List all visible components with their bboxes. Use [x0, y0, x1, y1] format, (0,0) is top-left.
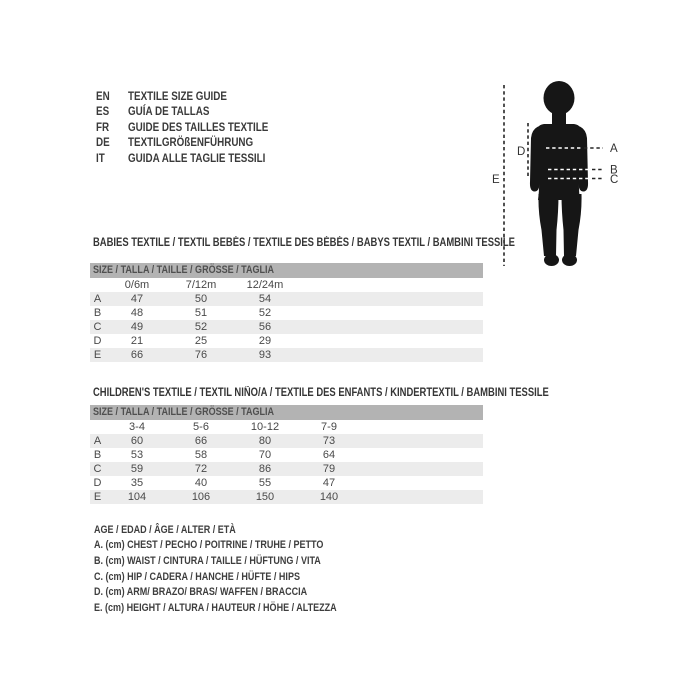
age-column-header: 3-4: [129, 421, 145, 433]
row-filler: [297, 320, 483, 334]
language-row: [96, 119, 299, 135]
language-code: DE: [96, 135, 110, 150]
legend-line: [94, 538, 390, 554]
value-cell: 59: [130, 463, 144, 475]
figure-label-b: B: [610, 164, 618, 177]
table-row: [90, 462, 483, 476]
table-row: [90, 292, 483, 306]
value-cell: 53: [130, 449, 144, 461]
value-cell: 52: [258, 307, 272, 319]
value-cell: 150: [255, 491, 275, 503]
legend-line-text: A. (cm) CHEST / PECHO / POITRINE / TRUHE / PETTO: [94, 539, 324, 552]
row-label: D: [93, 477, 102, 489]
language-title-text: TEXTILGRÖßENFÜHRUNG: [128, 135, 254, 150]
size-header-cell: [90, 263, 483, 278]
value-cell: 58: [194, 449, 208, 461]
size-header-text: SIZE / TALLA / TAILLE / GRÖSSE / TAGLIA: [93, 406, 275, 418]
measurement-legend: [94, 522, 390, 616]
row-filler: [361, 448, 483, 462]
row-label: E: [93, 349, 102, 361]
children-section-title-text: CHILDREN'S TEXTILE / TEXTIL NIÑO/A / TEXTILE DES ENFANTS / KINDERTEXTIL / BAMBINI TESSILE: [93, 387, 549, 399]
row-label: C: [93, 463, 102, 475]
legend-line-text: E. (cm) HEIGHT / ALTURA / HAUTEUR / HÖHE / ALTEZZA: [94, 601, 337, 614]
legend-line: [94, 569, 390, 585]
age-row-filler: [361, 420, 483, 434]
table-row: [90, 490, 483, 504]
value-cell: 56: [258, 321, 272, 333]
figure-label-d: D: [517, 146, 526, 158]
age-column-header: 5-6: [193, 421, 209, 433]
legend-line: [94, 584, 390, 600]
language-row: [96, 104, 299, 120]
children-section-title: [93, 387, 649, 399]
age-column-header: 7-9: [321, 421, 337, 433]
value-cell: 104: [127, 491, 147, 503]
size-header-bar: [90, 263, 483, 278]
row-filler: [297, 292, 483, 306]
value-cell: 49: [130, 321, 144, 333]
table-row: [90, 334, 483, 348]
row-filler: [297, 348, 483, 362]
value-cell: 86: [258, 463, 272, 475]
value-cell: 51: [194, 307, 208, 319]
value-cell: 47: [130, 293, 144, 305]
value-cell: 47: [322, 477, 336, 489]
table-row: [90, 348, 483, 362]
legend-line: [94, 522, 390, 538]
legend-line-text: C. (cm) HIP / CADERA / HANCHE / HÜFTE / HIPS: [94, 570, 300, 583]
legend-line-text: D. (cm) ARM/ BRAZO/ BRAS/ WAFFEN / BRACCIA: [94, 586, 308, 599]
row-label: A: [93, 293, 102, 305]
value-cell: 40: [194, 477, 208, 489]
table-row: [90, 320, 483, 334]
figure-label-a: A: [610, 143, 618, 155]
row-label: B: [93, 307, 102, 319]
age-columns-row: [90, 278, 483, 292]
language-title: [128, 151, 296, 165]
children-size-table: [90, 405, 483, 504]
row-label: E: [93, 491, 102, 503]
row-filler: [297, 306, 483, 320]
language-code: IT: [96, 150, 105, 165]
value-cell: 64: [322, 449, 336, 461]
size-header-text: SIZE / TALLA / TAILLE / GRÖSSE / TAGLIA: [93, 264, 275, 276]
table-row: [90, 476, 483, 490]
value-cell: 48: [130, 307, 144, 319]
language-title-text: GUIDA ALLE TAGLIE TESSILI: [128, 150, 266, 165]
legend-line-text: B. (cm) WAIST / CINTURA / TAILLE / HÜFTUNG / VITA: [94, 554, 321, 567]
value-cell: 60: [130, 435, 144, 447]
age-column-header: 10-12: [250, 421, 280, 433]
value-cell: 66: [194, 435, 208, 447]
language-code: EN: [96, 88, 110, 103]
value-cell: 73: [322, 435, 336, 447]
language-title: [128, 89, 249, 103]
value-cell: 72: [194, 463, 208, 475]
size-header-bar: [90, 405, 483, 420]
babies-section-title-text: BABIES TEXTILE / TEXTIL BEBÉS / TEXTILE DES BÉBÉS / BABYS TEXTIL / BAMBINI TESSILE: [93, 237, 515, 249]
row-filler: [297, 334, 483, 348]
legend-line: [94, 600, 390, 616]
language-title-text: GUÍA DE TALLAS: [128, 104, 210, 119]
value-cell: 93: [258, 349, 272, 361]
value-cell: 35: [130, 477, 144, 489]
age-column-header: 7/12m: [185, 279, 217, 291]
row-filler: [361, 476, 483, 490]
row-label: D: [93, 335, 102, 347]
value-cell: 50: [194, 293, 208, 305]
value-cell: 76: [194, 349, 208, 361]
language-code: FR: [96, 119, 110, 134]
table-row: [90, 448, 483, 462]
language-title: [128, 135, 281, 149]
language-row: [96, 88, 299, 104]
value-cell: 55: [258, 477, 272, 489]
language-title: [128, 104, 227, 118]
value-cell: 70: [258, 449, 272, 461]
language-list: [96, 88, 299, 166]
value-cell: 52: [194, 321, 208, 333]
value-cell: 25: [194, 335, 208, 347]
language-row: [96, 135, 299, 151]
legend-line: [94, 553, 390, 569]
language-title-text: TEXTILE SIZE GUIDE: [128, 88, 227, 103]
value-cell: 80: [258, 435, 272, 447]
age-column-header: 0/6m: [124, 279, 150, 291]
table-row: [90, 306, 483, 320]
age-column-header: 12/24m: [246, 279, 284, 291]
age-columns-row: [90, 420, 483, 434]
figure-label-c: C: [610, 173, 619, 186]
row-filler: [361, 462, 483, 476]
value-cell: 66: [130, 349, 144, 361]
babies-section-title: [93, 237, 608, 249]
language-row: [96, 150, 299, 166]
table-row: [90, 434, 483, 448]
value-cell: 29: [258, 335, 272, 347]
size-header-cell: [90, 405, 483, 420]
age-row-spacer: [90, 278, 105, 292]
value-cell: 106: [191, 491, 211, 503]
row-label: A: [93, 435, 102, 447]
language-title: [128, 120, 299, 134]
language-title-text: GUIDE DES TAILLES TEXTILE: [128, 119, 269, 134]
babies-size-table: [90, 263, 483, 362]
age-row-filler: [297, 278, 483, 292]
value-cell: 21: [130, 335, 144, 347]
row-label: C: [93, 321, 102, 333]
language-code: ES: [96, 104, 110, 119]
figure-label-e: E: [492, 174, 500, 186]
row-label: B: [93, 449, 102, 461]
age-row-spacer: [90, 420, 105, 434]
legend-line-text: AGE / EDAD / ÂGE / ALTER / ETÀ: [94, 523, 236, 536]
row-filler: [361, 434, 483, 448]
value-cell: 140: [319, 491, 339, 503]
value-cell: 79: [322, 463, 336, 475]
row-filler: [361, 490, 483, 504]
value-cell: 54: [258, 293, 272, 305]
